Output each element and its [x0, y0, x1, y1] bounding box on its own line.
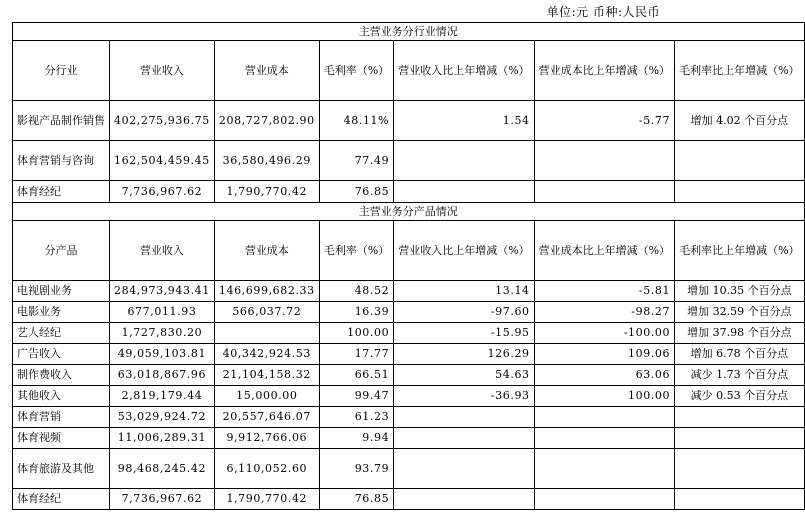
row-cost: 1,790,770.42	[214, 489, 319, 510]
table-row	[13, 141, 805, 181]
row-cost: 40,342,924.53	[214, 344, 319, 365]
row-revenue-change	[394, 141, 534, 181]
row-revenue: 98,468,245.42	[110, 449, 215, 489]
product-section-title-row	[13, 203, 805, 221]
row-cost-change: -98.27	[534, 302, 674, 323]
industry-header-row	[13, 41, 805, 101]
header-revenue-change: 营业收入比上年增减（%）	[394, 221, 534, 281]
row-cost: 36,580,496.29	[214, 141, 319, 181]
row-cost: 9,912,766.06	[214, 428, 319, 449]
row-revenue-change: 13.14	[394, 281, 534, 302]
industry-section-title-row	[13, 23, 805, 41]
row-margin-change: 增加 10.35 个百分点	[675, 281, 804, 302]
row-cost-change: 100.00	[534, 386, 674, 407]
row-cost: 566,037.72	[214, 302, 319, 323]
row-label: 电影业务	[13, 302, 110, 323]
row-margin-change: 增加 37.98 个百分点	[675, 323, 804, 344]
row-revenue: 677,011.93	[110, 302, 215, 323]
table-row	[13, 489, 805, 510]
row-gross-margin: 99.47	[319, 386, 393, 407]
table-row	[13, 428, 805, 449]
row-cost-change	[534, 489, 674, 510]
row-cost	[214, 323, 319, 344]
header-margin-change: 毛利率比上年增减（%）	[675, 221, 804, 281]
header-cost-change: 营业成本比上年增减（%）	[534, 221, 674, 281]
row-gross-margin: 93.79	[319, 449, 393, 489]
row-revenue: 1,727,830.20	[110, 323, 215, 344]
header-segment: 分行业	[13, 41, 110, 101]
row-cost-change	[534, 407, 674, 428]
row-revenue: 284,973,943.41	[110, 281, 215, 302]
row-cost-change	[534, 141, 674, 181]
row-cost: 20,557,646.07	[214, 407, 319, 428]
row-label: 体育营销与咨询	[13, 141, 110, 181]
table-row	[13, 101, 805, 141]
row-gross-margin: 100.00	[319, 323, 393, 344]
row-cost: 208,727,802.90	[214, 101, 319, 141]
header-margin-change: 毛利率比上年增减（%）	[675, 41, 804, 101]
header-cost: 营业成本	[214, 41, 319, 101]
row-label: 体育视频	[13, 428, 110, 449]
row-revenue: 49,059,103.81	[110, 344, 215, 365]
table-row	[13, 386, 805, 407]
row-cost: 146,699,682.33	[214, 281, 319, 302]
row-label: 体育经纪	[13, 489, 110, 510]
industry-section-title: 主营业务分行业情况	[13, 23, 805, 41]
row-cost-change: 63.06	[534, 365, 674, 386]
row-cost-change: -5.81	[534, 281, 674, 302]
product-section-title: 主营业务分产品情况	[13, 203, 805, 221]
row-cost: 1,790,770.42	[214, 181, 319, 203]
row-gross-margin: 48.11%	[319, 101, 393, 141]
header-revenue: 营业收入	[110, 41, 215, 101]
row-gross-margin: 76.85	[319, 489, 393, 510]
row-cost-change	[534, 449, 674, 489]
table-row	[13, 181, 805, 203]
row-revenue: 162,504,459.45	[110, 141, 215, 181]
row-cost-change: -100.00	[534, 323, 674, 344]
row-gross-margin: 48.52	[319, 281, 393, 302]
row-revenue-change	[394, 428, 534, 449]
row-label: 艺人经纪	[13, 323, 110, 344]
row-label: 其他收入	[13, 386, 110, 407]
row-revenue: 53,029,924.72	[110, 407, 215, 428]
row-gross-margin: 66.51	[319, 365, 393, 386]
row-revenue: 402,275,936.75	[110, 101, 215, 141]
row-revenue-change: -36.93	[394, 386, 534, 407]
row-gross-margin: 76.85	[319, 181, 393, 203]
row-margin-change	[675, 181, 804, 203]
row-margin-change	[675, 407, 804, 428]
row-gross-margin: 17.77	[319, 344, 393, 365]
row-margin-change: 减少 0.53 个百分点	[675, 386, 804, 407]
row-gross-margin: 77.49	[319, 141, 393, 181]
row-label: 影视产品制作销售	[13, 101, 110, 141]
row-cost: 15,000.00	[214, 386, 319, 407]
row-revenue-change: -15.95	[394, 323, 534, 344]
row-cost: 6,110,052.60	[214, 449, 319, 489]
table-row	[13, 449, 805, 489]
table-row	[13, 302, 805, 323]
row-label: 电视剧业务	[13, 281, 110, 302]
table-row	[13, 344, 805, 365]
header-revenue: 营业收入	[110, 221, 215, 281]
row-label: 制作费收入	[13, 365, 110, 386]
row-margin-change	[675, 141, 804, 181]
row-revenue-change: 54.63	[394, 365, 534, 386]
row-margin-change: 增加 32.59 个百分点	[675, 302, 804, 323]
header-product: 分产品	[13, 221, 110, 281]
row-margin-change: 增加 6.78 个百分点	[675, 344, 804, 365]
unit-currency-line: 单位:元 币种:人民币	[546, 5, 660, 19]
row-cost-change	[534, 181, 674, 203]
header-gross-margin: 毛利率（%）	[319, 221, 393, 281]
row-cost-change	[534, 428, 674, 449]
row-revenue-change: 126.29	[394, 344, 534, 365]
header-gross-margin: 毛利率（%）	[319, 41, 393, 101]
row-revenue: 63,018,867.96	[110, 365, 215, 386]
header-cost: 营业成本	[214, 221, 319, 281]
row-revenue: 7,736,967.62	[110, 489, 215, 510]
table-row	[13, 281, 805, 302]
row-gross-margin: 16.39	[319, 302, 393, 323]
row-margin-change	[675, 489, 804, 510]
row-margin-change	[675, 449, 804, 489]
row-margin-change: 增加 4.02 个百分点	[675, 101, 804, 141]
row-revenue: 11,006,289.31	[110, 428, 215, 449]
row-label: 广告收入	[13, 344, 110, 365]
row-cost: 21,104,158.32	[214, 365, 319, 386]
table-row	[13, 407, 805, 428]
header-revenue-change: 营业收入比上年增减（%）	[394, 41, 534, 101]
row-revenue-change	[394, 449, 534, 489]
row-label: 体育营销	[13, 407, 110, 428]
row-gross-margin: 9.94	[319, 428, 393, 449]
row-revenue-change: -97.60	[394, 302, 534, 323]
header-cost-change: 营业成本比上年增减（%）	[534, 41, 674, 101]
row-revenue-change	[394, 489, 534, 510]
row-label: 体育经纪	[13, 181, 110, 203]
row-label: 体育旅游及其他	[13, 449, 110, 489]
row-margin-change	[675, 428, 804, 449]
row-gross-margin: 61.23	[319, 407, 393, 428]
row-revenue-change	[394, 181, 534, 203]
row-revenue: 7,736,967.62	[110, 181, 215, 203]
table-row	[13, 365, 805, 386]
main-business-table	[12, 22, 805, 510]
row-margin-change: 减少 1.73 个百分点	[675, 365, 804, 386]
row-cost-change: 109.06	[534, 344, 674, 365]
row-revenue-change	[394, 407, 534, 428]
row-revenue-change: 1.54	[394, 101, 534, 141]
product-header-row	[13, 221, 805, 281]
row-cost-change: -5.77	[534, 101, 674, 141]
table-row	[13, 323, 805, 344]
row-revenue: 2,819,179.44	[110, 386, 215, 407]
